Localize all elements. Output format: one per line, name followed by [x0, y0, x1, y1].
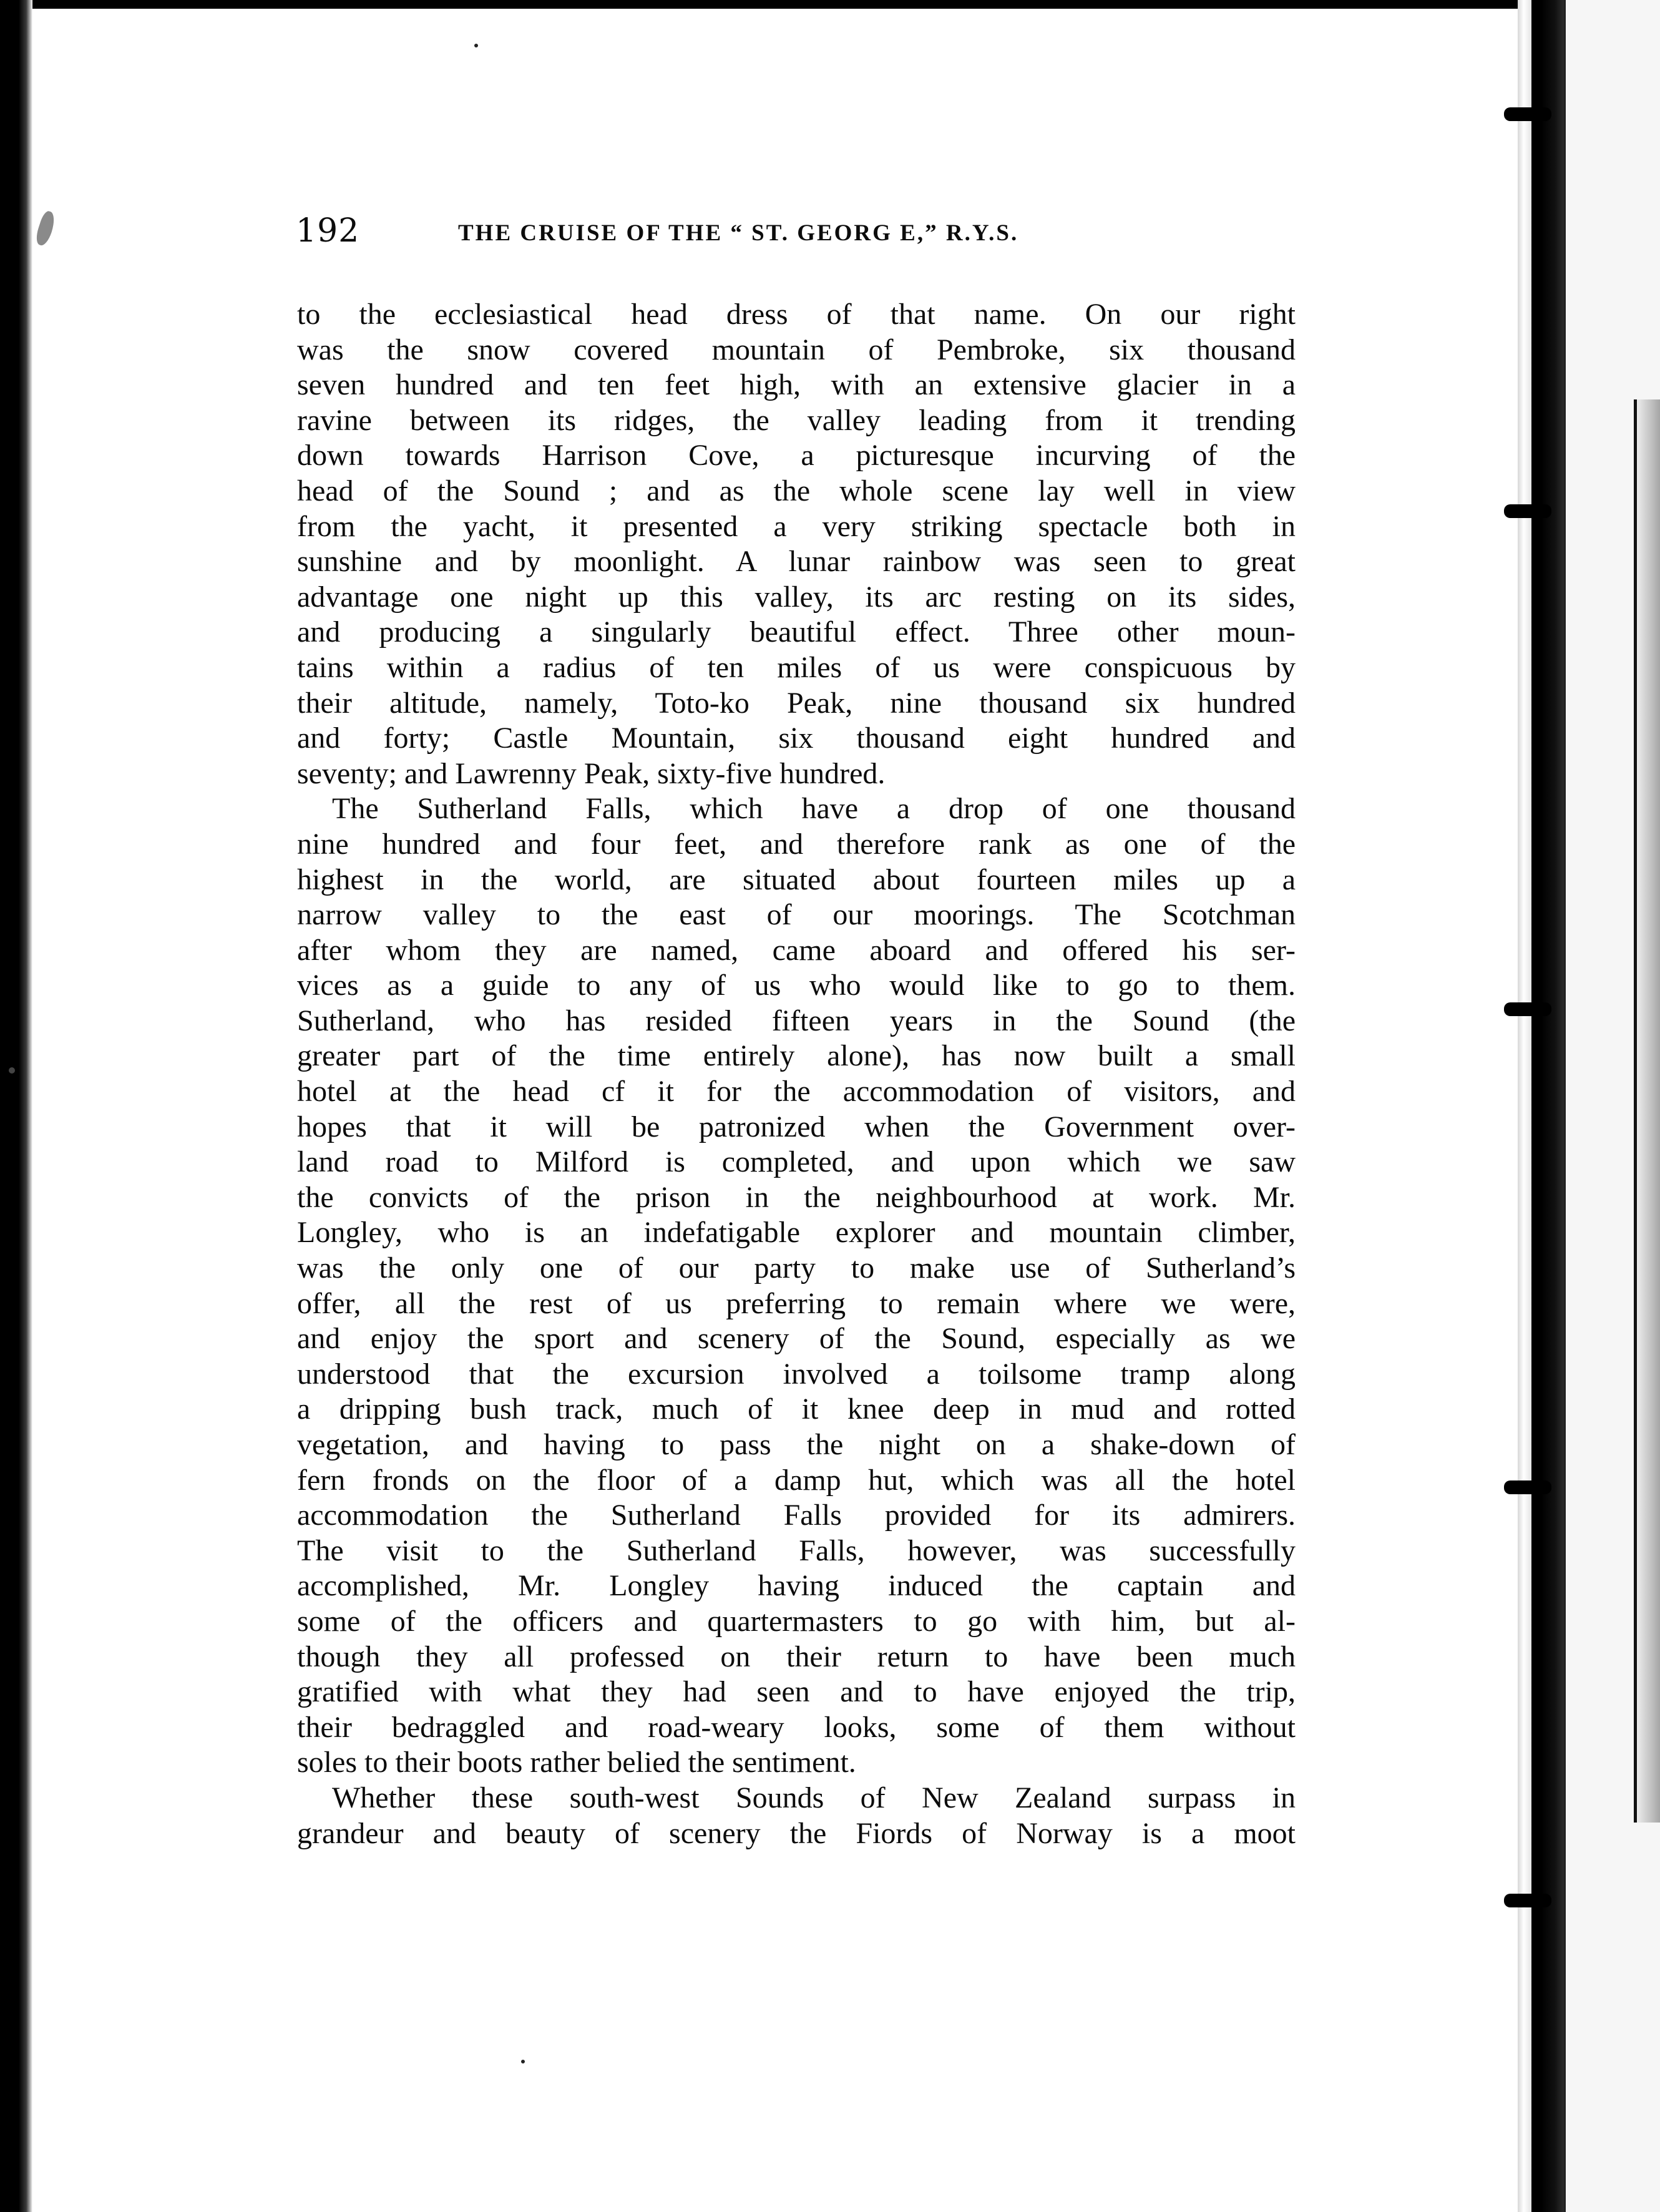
text-line: greater part of the time entirely alone), has now built a small	[297, 1039, 1296, 1073]
text-line: head of the Sound ; and as the whole scene lay well in view	[297, 474, 1296, 507]
scan-left-margin	[0, 0, 32, 2212]
running-head	[296, 212, 1294, 262]
text-line: fern fronds on the floor of a damp hut, which was all the hotel	[297, 1463, 1296, 1497]
text-line: offer, all the rest of us preferring to remain where we were,	[297, 1286, 1296, 1320]
binding-edge	[1531, 0, 1541, 2212]
text-line: their bedraggled and road-weary looks, some of them without	[297, 1710, 1296, 1744]
binding-stitch	[1504, 107, 1551, 121]
text-line: a dripping bush track, much of it knee deep in mud and rotted	[297, 1392, 1296, 1426]
text-line: The visit to the Sutherland Falls, however, was successfully	[297, 1534, 1296, 1567]
text-line: grandeur and beauty of scenery the Fiords of Norway is a moot	[297, 1816, 1296, 1850]
text-line: sunshine and by moonlight. A lunar rainbow was seen to great	[297, 545, 1296, 579]
scan-speck	[34, 210, 57, 247]
text-line: some of the officers and quartermasters to go with him, but al-	[297, 1604, 1296, 1638]
text-line: soles to their boots rather belied the sentiment.	[297, 1746, 856, 1779]
page-number: 192	[296, 212, 360, 250]
facing-page-shadow	[1541, 0, 1564, 2212]
text-line: narrow valley to the east of our moorings. The Scotchman	[297, 898, 1296, 932]
text-line: land road to Milford is completed, and upon which we saw	[297, 1145, 1296, 1179]
text-line: The Sutherland Falls, which have a drop of one thousand	[332, 792, 1296, 826]
scan-dot	[521, 2060, 525, 2063]
text-line: accomplished, Mr. Longley having induced the captain and	[297, 1569, 1296, 1603]
text-line: though they all professed on their return to have been much	[297, 1640, 1296, 1673]
text-line: tains within a radius of ten miles of us were conspicuous by	[297, 650, 1296, 684]
text-line: understood that the excursion involved a toilsome tramp along	[297, 1357, 1296, 1391]
text-line: Whether these south-west Sounds of New Zealand surpass in	[332, 1781, 1296, 1814]
text-line: to the ecclesiastical head dress of that name. On our right	[297, 298, 1296, 331]
text-line: after whom they are named, came aboard and offered his ser-	[297, 933, 1296, 967]
text-line: and producing a singularly beautiful effect. Three other moun-	[297, 615, 1296, 649]
text-line: Longley, who is an indefatigable explorer and mountain climber,	[297, 1216, 1296, 1250]
binding-stitch	[1504, 504, 1551, 518]
text-line: was the snow covered mountain of Pembroke, six thousand	[297, 333, 1296, 366]
binding-stitch	[1504, 1480, 1551, 1494]
binding-gutter	[1518, 0, 1533, 2212]
text-line: was the only one of our party to make use of Sutherland’s	[297, 1251, 1296, 1285]
text-line: and enjoy the sport and scenery of the Sound, especially as we	[297, 1322, 1296, 1356]
text-line: vegetation, and having to pass the night on a shake-down of	[297, 1428, 1296, 1461]
text-line: seventy; and Lawrenny Peak, sixty-five hundred.	[297, 756, 886, 790]
scan-dot	[9, 1067, 15, 1074]
running-title: THE CRUISE OF THE “ ST. GEORG E,” R.Y.S.	[458, 220, 1019, 246]
text-line: their altitude, namely, Toto-ko Peak, nine thousand six hundred	[297, 686, 1296, 720]
facing-page-plate	[1634, 399, 1660, 1823]
text-line: vices as a guide to any of us who would like to go to them.	[297, 969, 1296, 1002]
text-line: hotel at the head cf it for the accommodation of visitors, and	[297, 1075, 1296, 1108]
text-line: ravine between its ridges, the valley leading from it trending	[297, 403, 1296, 437]
text-line: seven hundred and ten feet high, with an extensive glacier in a	[297, 368, 1296, 402]
binding-stitch	[1504, 1002, 1551, 1016]
text-line: highest in the world, are situated about fourteen miles up a	[297, 863, 1296, 896]
text-line: nine hundred and four feet, and therefore rank as one of the	[297, 827, 1296, 861]
text-line: the convicts of the prison in the neighbourhood at work. Mr.	[297, 1180, 1296, 1214]
scan-dot	[474, 44, 478, 47]
text-line: down towards Harrison Cove, a picturesque incurving of the	[297, 439, 1296, 472]
text-line: hopes that it will be patronized when the Government over-	[297, 1110, 1296, 1143]
body-text	[297, 297, 1296, 1851]
text-line: and forty; Castle Mountain, six thousand eight hundred and	[297, 722, 1296, 755]
text-line: advantage one night up this valley, its arc resting on its sides,	[297, 580, 1296, 614]
text-line: accommodation the Sutherland Falls provided for its admirers.	[297, 1499, 1296, 1532]
text-line: Sutherland, who has resided fifteen years in the Sound (the	[297, 1004, 1296, 1037]
scan-top-border	[0, 0, 1660, 9]
binding-stitch	[1504, 1894, 1551, 1907]
text-line: from the yacht, it presented a very striking spectacle both in	[297, 509, 1296, 543]
text-line: gratified with what they had seen and to have enjoyed the trip,	[297, 1675, 1296, 1709]
